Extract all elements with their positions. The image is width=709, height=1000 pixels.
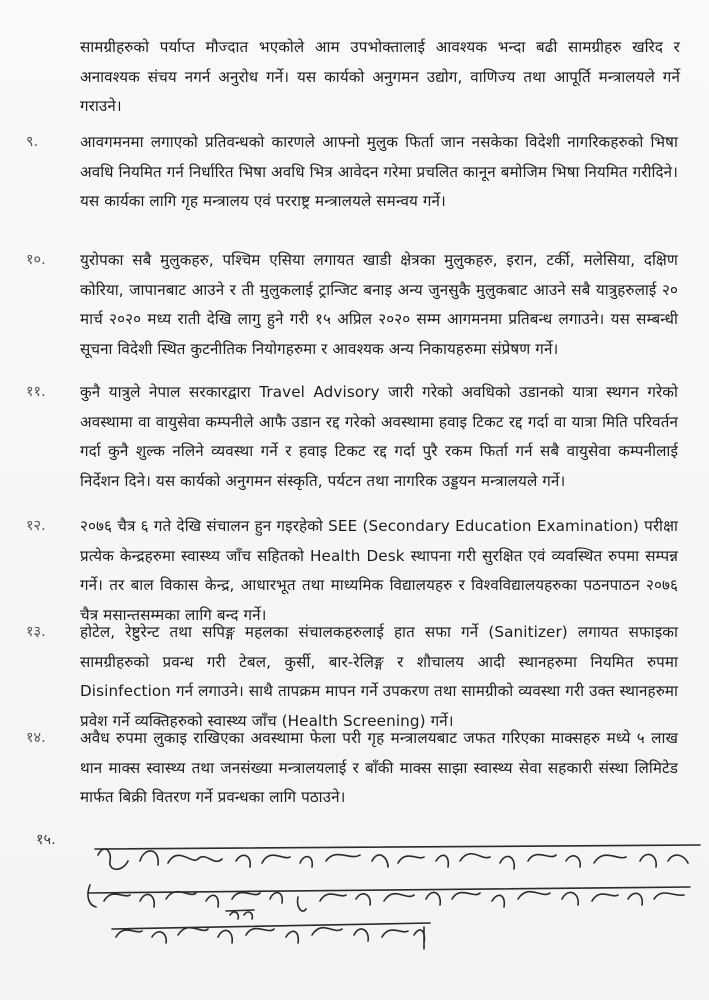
item-text: होटेल, रेष्टुरेन्ट तथा सपिङ्ग महलका संचालकहरुलाई हात सफा गर्ने (Sanitizer) लगायत सफाइका सामग्रीहरुको प्रवन्ध गरी टेबल, कुर्सी, बार-रेलिङ्ग र शौचालय आदी स्थानहरुमा नियमित रुपमा Disinfection गर्न लगाउने। साथै तापक्रम मापन गर्ने उपकरण तथा सामग्रीको व्यवस्था गरी उक्त स्थानहरुमा प्रवेश गर्ने व्यक्तिहरुको स्वास्थ्य जाँच (Health Screening) गर्ने।: [80, 623, 678, 730]
item-number: ११.: [26, 384, 46, 400]
continuation-paragraph: सामग्रीहरुको पर्याप्त मौज्दात भएकोले आम उपभोक्तालाई आवश्यक भन्दा बढी सामग्रीहरु खरिद र अनावश्यक संचय नगर्न अनुरोध गर्ने। यस कार्यको अनुगमन उद्योग, वाणिज्य तथा आपूर्ति मन्त्रालयले गर्ने गराउने।: [80, 38, 680, 115]
handwritten-scribble: [0, 815, 709, 995]
item-number: १३.: [26, 624, 46, 640]
item-number: ९.: [26, 134, 39, 150]
item-number: १०.: [26, 252, 46, 268]
item-number: १२.: [26, 518, 46, 534]
item-text: युरोपका सबै मुलुकहरु, पश्चिम एसिया लगायत खाडी क्षेत्रका मुलुकहरु, इरान, टर्की, मलेसिया, दक्षिण कोरिया, जापानबाट आउने र ती मुलुकलाई ट्रान्जिट बनाइ अन्य जुनसुकै मुलुकबाट आउने सबै यात्रुहरुलाई २० मार्च २०२० मध्य राती देखि लागु हुने गरी १५ अप्रिल २०२० सम्म आगमनमा प्रतिबन्ध लगाउने। यस सम्बन्धी सूचना विदेशी स्थित कुटनीतिक नियोगहरुमा र आवश्यक अन्य निकायहरुमा संप्रेषण गर्ने।: [80, 251, 678, 358]
item-text: कुनै यात्रुले नेपाल सरकारद्वारा Travel Advisory जारी गरेको अवधिको उडानको यात्रा स्थगन गरेको अवस्थामा वा वायुसेवा कम्पनीले आफै उडान रद्द गरेको अवस्थामा हवाइ टिकट रद्द गर्दा वा यात्रा मिति परिवर्तन गर्दा कुनै शुल्क नलिने व्यवस्था गर्ने र हवाइ टिकट रद्द गर्दा पुरै रकम फिर्ता गर्न सबै वायुसेवा कम्पनीलाई निर्देशन दिने। यस कार्यको अनुगमन संस्कृति, पर्यटन तथा नागरिक उड्डयन मन्त्रालयले गर्ने।: [80, 383, 678, 490]
item-text: २०७६ चैत्र ६ गते देखि संचालन हुन गइरहेको SEE (Secondary Education Examination) परीक्षा प्रत्येक केन्द्रहरुमा स्वास्थ्य जाँच सहितको Health Desk स्थापना गरी सुरक्षित एवं व्यवस्थित रुपमा सम्पन्न गर्ने। तर बाल विकास केन्द्र, आधारभूत तथा माध्यमिक विद्यालयहरु र विश्वविद्यालयहरुका पठनपाठन २०७६ चैत्र मसान्तसम्मका लागि बन्द गर्ने।: [80, 517, 678, 624]
handwritten-item-number: १५.: [36, 832, 56, 848]
item-number: १४.: [26, 730, 46, 746]
item-text: आवगमनमा लगाएको प्रतिवन्धको कारणले आफ्नो मुलुक फिर्ता जान नसकेका विदेशी नागरिकहरुको भिषा अवधि नियमित गर्न निर्धारित भिषा अवधि भित्र आवेदन गरेमा प्रचलित कानून बमोजिम भिषा नियमित गरीदिने। यस कार्यका लागि गृह मन्त्रालय एवं परराष्ट्र मन्त्रालयले समन्वय गर्ने।: [80, 133, 678, 210]
handwritten-note: [0, 815, 709, 995]
item-text: अवैध रुपमा लुकाइ राखिएका अवस्थामा फेला परी गृह मन्त्रालयबाट जफत गरिएका माक्सहरु मध्ये ५ लाख थान माक्स स्वास्थ्य तथा जनसंख्या मन्त्रालयलाई र बाँकी माक्स साझा स्वास्थ्य सेवा सहकारी संस्था लिमिटेड मार्फत बिक्री वितरण गर्ने प्रवन्धका लागि पठाउने।: [80, 729, 678, 806]
